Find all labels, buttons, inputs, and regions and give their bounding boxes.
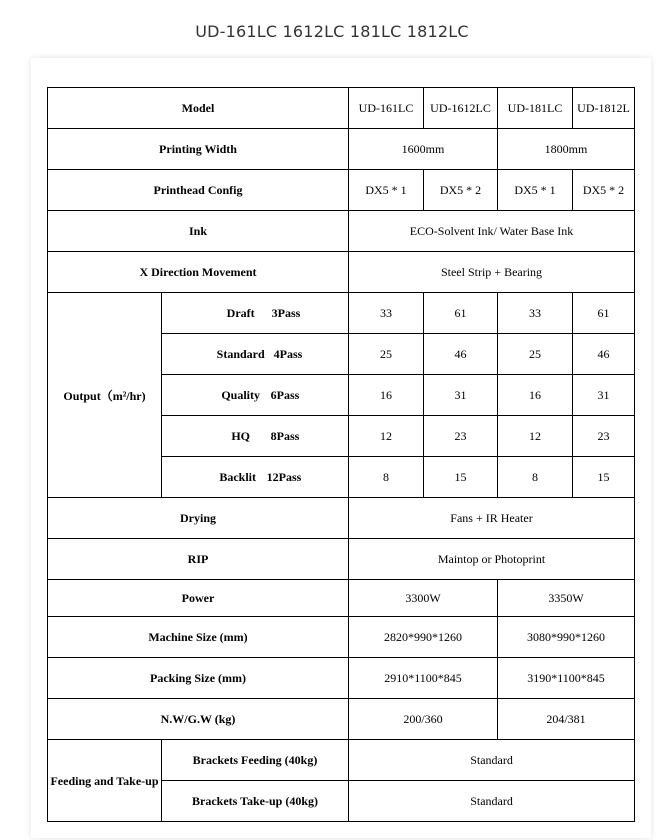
power-label: Power — [48, 580, 349, 617]
model-cell: UD-161LC — [349, 88, 424, 129]
nwgw-row — [48, 699, 635, 740]
feeding-value: Standard — [349, 740, 635, 781]
output-value: 25 — [498, 334, 573, 375]
printing-width-row — [48, 129, 635, 170]
machine-size-value: 2820*990*1260 — [349, 617, 498, 658]
output-row — [48, 293, 635, 334]
output-value: 25 — [349, 334, 424, 375]
feeding-item: Brackets Feeding (40kg) — [162, 740, 349, 781]
ink-label: Ink — [48, 211, 349, 252]
output-value: 12 — [349, 416, 424, 457]
power-value: 3350W — [498, 580, 635, 617]
model-row — [48, 88, 635, 129]
model-cell: UD-1812L — [573, 88, 635, 129]
output-mode: HQ 8Pass — [162, 416, 349, 457]
model-cell: UD-1612LC — [424, 88, 498, 129]
output-value: 23 — [573, 416, 635, 457]
output-value: 33 — [498, 293, 573, 334]
machine-size-row — [48, 617, 635, 658]
x-direction-row — [48, 252, 635, 293]
output-value: 15 — [573, 457, 635, 498]
printhead-label: Printhead Config — [48, 170, 349, 211]
nwgw-label: N.W/G.W (kg) — [48, 699, 349, 740]
output-mode: Standard 4Pass — [162, 334, 349, 375]
ink-row — [48, 211, 635, 252]
drying-row — [48, 498, 635, 539]
output-mode: Backlit 12Pass — [162, 457, 349, 498]
rip-row — [48, 539, 635, 580]
output-value: 61 — [573, 293, 635, 334]
x-direction-value: Steel Strip + Bearing — [349, 252, 635, 293]
output-value: 8 — [498, 457, 573, 498]
output-value: 12 — [498, 416, 573, 457]
nwgw-value: 200/360 — [349, 699, 498, 740]
packing-size-label: Packing Size (mm) — [48, 658, 349, 699]
output-value: 15 — [424, 457, 498, 498]
output-value: 8 — [349, 457, 424, 498]
output-value: 46 — [424, 334, 498, 375]
output-mode: Quality 6Pass — [162, 375, 349, 416]
packing-size-value: 3190*1100*845 — [498, 658, 635, 699]
feeding-item: Brackets Take-up (40kg) — [162, 781, 349, 822]
output-value: 33 — [349, 293, 424, 334]
machine-size-label: Machine Size (mm) — [48, 617, 349, 658]
ink-value: ECO-Solvent Ink/ Water Base Ink — [349, 211, 635, 252]
output-value: 16 — [498, 375, 573, 416]
feeding-label: Feeding and Take-up — [48, 740, 162, 822]
rip-value: Maintop or Photoprint — [349, 539, 635, 580]
page-title: UD-161LC 1612LC 181LC 1812LC — [195, 22, 469, 41]
output-value: 31 — [573, 375, 635, 416]
drying-label: Drying — [48, 498, 349, 539]
printhead-cell: DX5 * 2 — [424, 170, 498, 211]
printhead-cell: DX5 * 1 — [349, 170, 424, 211]
packing-size-value: 2910*1100*845 — [349, 658, 498, 699]
output-mode: Draft 3Pass — [162, 293, 349, 334]
printing-width-label: Printing Width — [48, 129, 349, 170]
printing-width-value: 1800mm — [498, 129, 635, 170]
feeding-value: Standard — [349, 781, 635, 822]
output-value: 61 — [424, 293, 498, 334]
packing-size-row — [48, 658, 635, 699]
drying-value: Fans + IR Heater — [349, 498, 635, 539]
power-value: 3300W — [349, 580, 498, 617]
x-direction-label: X Direction Movement — [48, 252, 349, 293]
rip-label: RIP — [48, 539, 349, 580]
printing-width-value: 1600mm — [349, 129, 498, 170]
output-value: 31 — [424, 375, 498, 416]
nwgw-value: 204/381 — [498, 699, 635, 740]
printhead-cell: DX5 * 2 — [573, 170, 635, 211]
printhead-row — [48, 170, 635, 211]
output-value: 23 — [424, 416, 498, 457]
output-value: 16 — [349, 375, 424, 416]
feeding-row — [48, 740, 635, 781]
spec-table — [47, 87, 635, 822]
power-row — [48, 580, 635, 617]
model-label: Model — [48, 88, 349, 129]
model-cell: UD-181LC — [498, 88, 573, 129]
printhead-cell: DX5 * 1 — [498, 170, 573, 211]
machine-size-value: 3080*990*1260 — [498, 617, 635, 658]
output-label: Output（m²/hr) — [48, 293, 162, 498]
output-value: 46 — [573, 334, 635, 375]
